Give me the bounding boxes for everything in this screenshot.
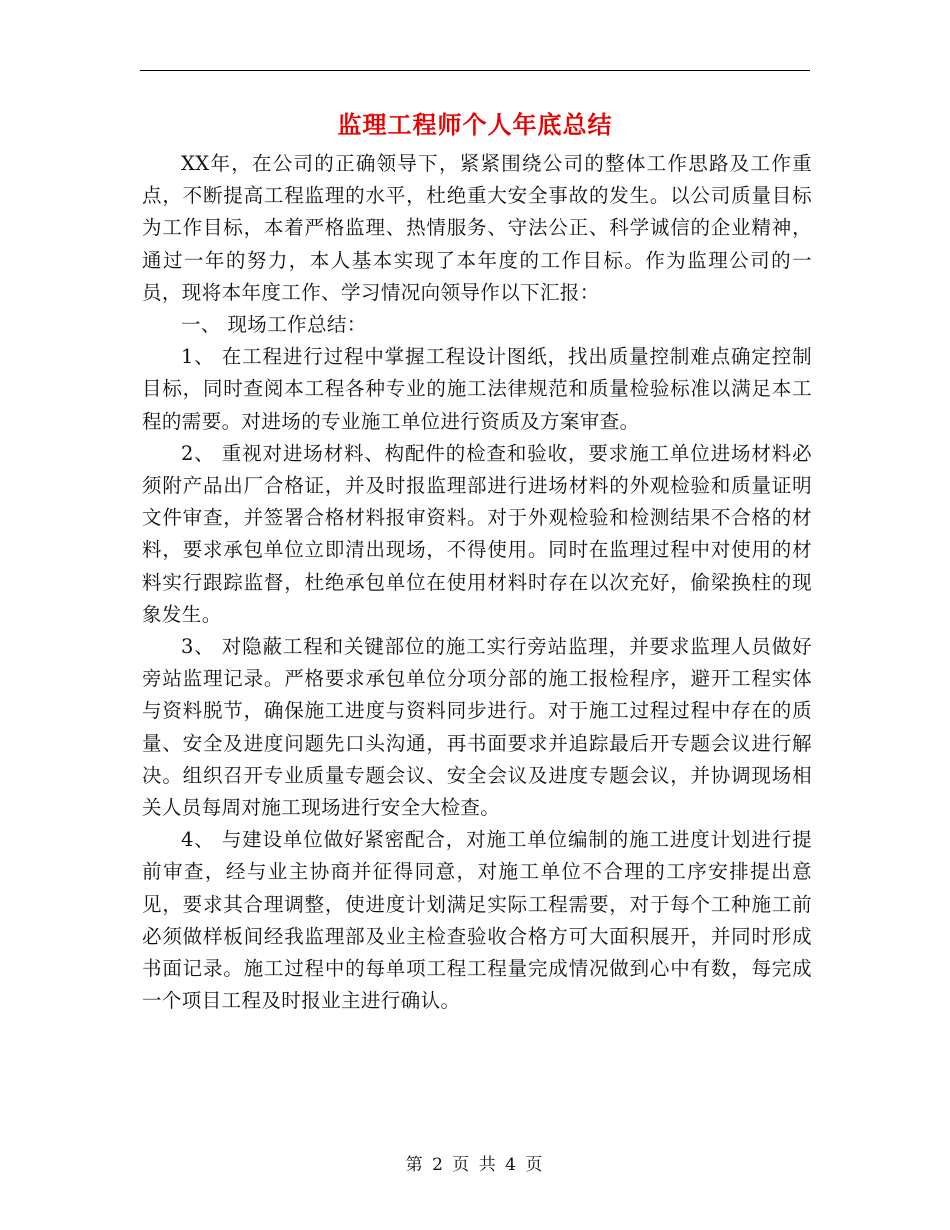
document-body: [142, 148, 812, 1017]
page-number-footer: 第 2 页 共 4 页: [405, 1155, 545, 1175]
document-title: 监理工程师个人年底总结: [337, 110, 613, 139]
header-rule: [140, 70, 810, 71]
paragraph-intro: XX年，在公司的正确领导下，紧紧围绕公司的整体工作思路及工作重点，不断提高工程监理的水平，杜绝重大安全事故的发生。以公司质量目标为工作目标，本着严格监理、热情服务、守法公正、科学诚信的企业精神，通过一年的努力，本人基本实现了本年度的工作目标。作为监理公司的一员，现将本年度工作、学习情况向领导作以下汇报：: [142, 152, 812, 304]
paragraph-item-1: 1、 在工程进行过程中掌握工程设计图纸，找出质量控制难点确定控制目标，同时查阅本工程各种专业的施工法律规范和质量检验标准以满足本工程的需要。对进场的专业施工单位进行资质及方案审查。: [142, 345, 812, 433]
paragraph-item-3: 3、 对隐蔽工程和关键部位的施工实行旁站监理，并要求监理人员做好旁站监理记录。严格要求承包单位分项分部的施工报检程序，避开工程实体与资料脱节，确保施工进度与资料同步进行。对于施工过程过程中存在的质量、安全及进度问题先口头沟通，再书面要求并追踪最后开专题会议进行解决。组织召开专业质量专题会议、安全会议及进度专题会议，并协调现场相关人员每周对施工现场进行安全大检查。: [142, 635, 812, 820]
paragraph-item-2: 2、 重视对进场材料、构配件的检查和验收，要求施工单位进场材料必须附产品出厂合格证，并及时报监理部进行进场材料的外观检验和质量证明文件审查，并签署合格材料报审资料。对于外观检验和检测结果不合格的材料，要求承包单位立即清出现场，不得使用。同时在监理过程中对使用的材料实行跟踪监督，杜绝承包单位在使用材料时存在以次充好，偷梁换柱的现象发生。: [142, 441, 812, 626]
paragraph-item-4: 4、 与建设单位做好紧密配合，对施工单位编制的施工进度计划进行提前审查，经与业主协商并征得同意，对施工单位不合理的工序安排提出意见，要求其合理调整，使进度计划满足实际工程需要，对于每个工种施工前必须做样板间经我监理部及业主检查验收合格方可大面积展开，并同时形成书面记录。施工过程中的每单项工程工程量完成情况做到心中有数，每完成一个项目工程及时报业主进行确认。: [142, 828, 812, 1013]
section-heading-site-work: 一、 现场工作总结：: [181, 313, 367, 337]
